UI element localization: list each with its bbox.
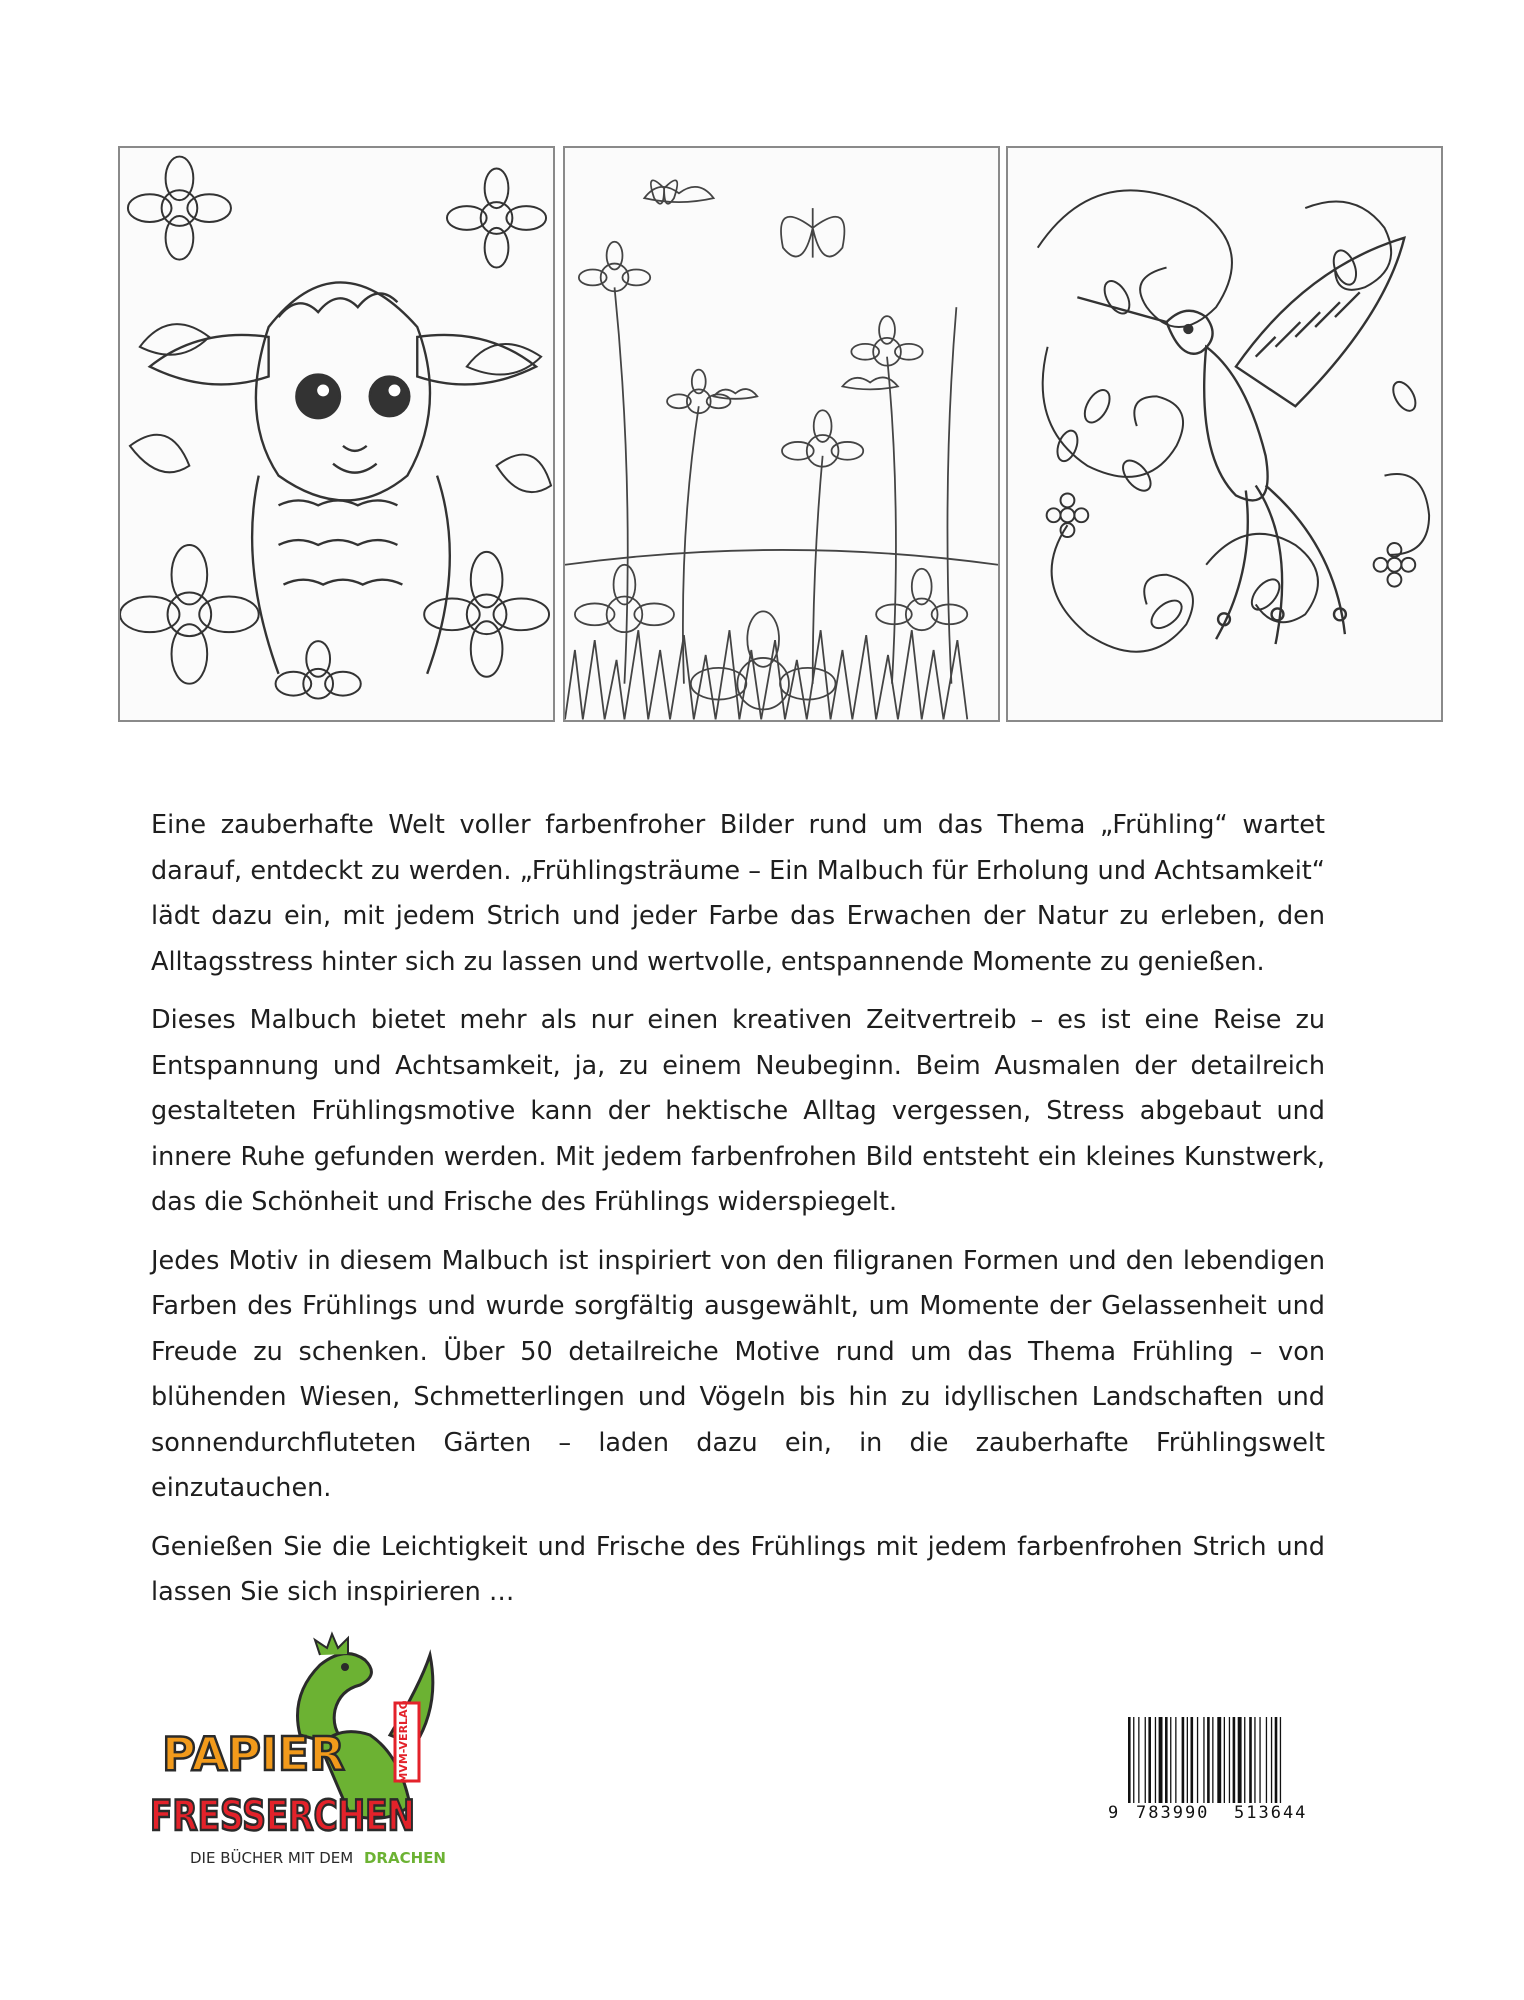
barcode-bar <box>1133 1717 1134 1803</box>
barcode-bar <box>1249 1717 1252 1803</box>
barcode-bar <box>1170 1717 1171 1803</box>
flower-decoration <box>120 157 551 699</box>
barcode-bar <box>1259 1717 1260 1803</box>
barcode-bar <box>1182 1717 1185 1803</box>
barcode-bar <box>1203 1717 1204 1803</box>
barcode-bar <box>1145 1717 1146 1803</box>
description-paragraph: Genießen Sie die Leichtigkeit und Frische des Frühlings mit jedem farbenfrohen Strich und lassen Sie sich inspirieren … <box>151 1531 1325 1607</box>
publisher-name-line2: FRESSERCHEN <box>150 1791 415 1840</box>
meadow-illustration <box>563 146 1000 722</box>
publisher-tagline <box>190 1848 446 1867</box>
publisher-logo <box>150 1625 470 1905</box>
lamb-illustration <box>118 146 555 722</box>
stamp-text: MVM-VERLAG <box>397 1700 410 1784</box>
barcode-bar <box>1159 1717 1163 1803</box>
barcode-bar <box>1187 1717 1188 1803</box>
description-paragraph: Eine zauberhafte Welt voller farbenfroher Bilder rund um das Thema „Frühling“ wartet darauf, entdeckt zu werden. „Frühlingsträume – Ein Malbuch für Erholung und Achtsamkeit“ lädt dazu ein, mit jedem Strich und jeder Farbe das Erwachen der Natur zu erleben, den Alltagsstress hinter sich zu lassen und wertvolle, entspannende Momente zu genießen. <box>151 810 1325 977</box>
barcode-bar <box>1148 1717 1151 1803</box>
barcode-bar <box>1238 1717 1242 1803</box>
barcode-bar <box>1233 1717 1236 1803</box>
isbn-number <box>1106 1803 1328 1829</box>
lamb <box>150 282 536 673</box>
tagline-highlight: DRACHEN <box>363 1849 446 1867</box>
meadow-drawing <box>565 148 998 720</box>
tagline-prefix: DIE BÜCHER MIT DEM <box>190 1849 354 1867</box>
barcode-bar <box>1175 1717 1176 1803</box>
isbn-prefix: 9 <box>1108 1803 1121 1823</box>
hummingbird-drawing <box>1008 148 1441 720</box>
barcode-bar <box>1197 1717 1198 1803</box>
barcode-bar <box>1271 1717 1272 1803</box>
barcode-bar <box>1128 1717 1131 1803</box>
barcode-bar <box>1275 1717 1278 1803</box>
dragon-logo <box>150 1625 470 1905</box>
barcode-bar <box>1207 1717 1210 1803</box>
barcode-bar <box>1229 1717 1230 1803</box>
barcode-bar <box>1244 1717 1245 1803</box>
isbn-group-2: 513644 <box>1234 1803 1308 1823</box>
hummingbird <box>1077 238 1404 644</box>
barcode-bar <box>1224 1717 1225 1803</box>
publisher-name-line1: PAPIER <box>162 1727 345 1781</box>
description-paragraph: Jedes Motiv in diesem Malbuch ist inspiriert von den filigranen Formen und den lebendigen Farben des Frühlings und wurde sorgfältig ausgewählt, um Momente der Gelassenheit und Freude zu schenken. Über 50 detailreiche Motive rund um das Thema Frühling – von blühenden Wiesen, Schmetterlingen und Vögeln bis hin zu idyllischen Landschaften und sonnendurchfluteten Gärten – laden dazu ein, in die zauberhafte Frühlingswelt einzutauchen. <box>151 1245 1325 1503</box>
flower-heads <box>575 242 967 710</box>
barcode-bar <box>1280 1717 1281 1803</box>
barcode-bar <box>1138 1717 1139 1803</box>
lamb-drawing <box>120 148 553 720</box>
description-paragraph: Dieses Malbuch bietet mehr als nur einen kreativen Zeitvertreib – es ist eine Reise zu Entspannung und Achtsamkeit, ja, zu einem Neubeginn. Beim Ausmalen der detailreich gestalteten Frühlingsmotive kann der hektische Alltag vergessen, Stress abgebaut und innere Ruhe gefunden werden. Mit jedem farbenfrohen Bild entsteht ein kleines Kunstwerk, das die Schönheit und Frische des Frühlings widerspiegelt. <box>151 1005 1325 1217</box>
barcode-bar <box>1191 1717 1194 1803</box>
barcode-bar <box>1254 1717 1255 1803</box>
hummingbird-illustration <box>1006 146 1443 722</box>
barcode-bar <box>1217 1717 1221 1803</box>
barcode-bars <box>1128 1717 1328 1803</box>
book-description <box>151 803 1325 1629</box>
barcode-bar <box>1155 1717 1156 1803</box>
isbn-barcode <box>1106 1717 1328 1829</box>
barcode-bar <box>1266 1717 1267 1803</box>
barcode-bar <box>1165 1717 1168 1803</box>
isbn-group-1: 783990 <box>1136 1803 1210 1823</box>
barcode-bar <box>1212 1717 1213 1803</box>
illustration-gallery <box>118 146 1418 726</box>
